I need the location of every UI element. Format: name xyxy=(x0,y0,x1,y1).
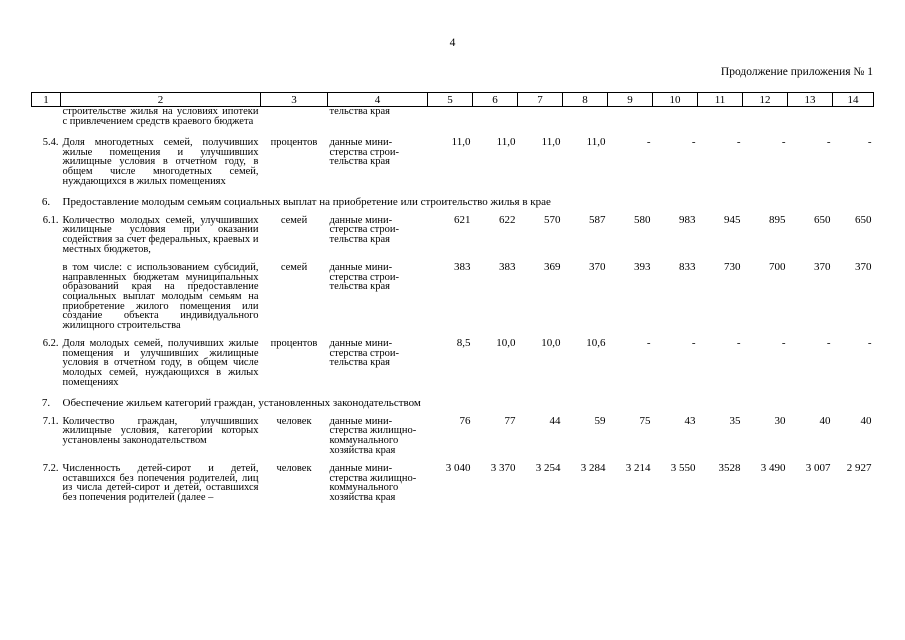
year-value: 370 xyxy=(855,261,872,274)
row-number: 6.1. xyxy=(42,214,59,226)
year-value: 10,6 xyxy=(586,337,606,350)
year-value: 75 xyxy=(639,414,651,427)
year-value: 370 xyxy=(589,261,606,274)
row-number: 7.1. xyxy=(42,415,59,427)
year-value: 383 xyxy=(499,261,516,274)
section-title: Предоставление молодым семьям социальных выплат на приобретение или строительство жилья в крае xyxy=(62,196,551,209)
year-value: - xyxy=(781,136,786,149)
indicator-row xyxy=(32,464,874,511)
year-value: 44 xyxy=(549,414,561,427)
year-value: 700 xyxy=(769,261,786,274)
section-row xyxy=(32,396,874,417)
indicator-row xyxy=(32,216,874,263)
year-value: 8,5 xyxy=(456,337,471,350)
column-header-13: 13 xyxy=(788,93,833,107)
year-value xyxy=(743,107,788,139)
indicators-table xyxy=(31,92,874,512)
indicator-name: строительстве жилья на условиях ипотеки с привлечением средств краевого бюджета xyxy=(62,106,259,127)
indicator-row xyxy=(32,107,874,139)
column-header-6: 6 xyxy=(473,93,518,107)
year-value: 3 284 xyxy=(580,462,606,475)
year-value: 369 xyxy=(544,261,561,274)
year-value: 77 xyxy=(504,414,516,427)
year-value: - xyxy=(826,136,831,149)
year-value: 983 xyxy=(679,213,696,226)
indicator-row xyxy=(32,417,874,464)
indicator-name: Количество граждан, улучшивших жилищные условия, категории которых установлены законодательством xyxy=(62,415,259,447)
year-value: 76 xyxy=(459,414,471,427)
indicator-row xyxy=(32,263,874,339)
year-value xyxy=(473,107,518,139)
unit xyxy=(261,107,328,139)
year-value: 3 040 xyxy=(445,462,471,475)
year-value: 650 xyxy=(855,213,872,226)
year-value: - xyxy=(867,136,872,149)
year-value: 35 xyxy=(729,414,741,427)
year-value: - xyxy=(691,136,696,149)
year-value: 621 xyxy=(454,213,471,226)
year-value: - xyxy=(646,136,651,149)
row-number: 5.4. xyxy=(42,137,59,149)
year-value: 945 xyxy=(724,213,741,226)
column-header-7: 7 xyxy=(518,93,563,107)
indicator-name: Численность детей-сирот и детей, оставшихся без попечения родителей, лиц из числа детей-сирот и детей, оставшихся без попечения родителей (далее – xyxy=(62,463,259,503)
data-source: данные министерства строительства края xyxy=(329,137,400,168)
unit: семей xyxy=(280,262,308,274)
indicator-row xyxy=(32,138,874,195)
indicator-name: в том числе: с использованием субсидий, направленных бюджетам муниципальных образований края на предоставление социальных выплат молодым семьям на приобретение жилого помещения или создание объекта индивидуального жилищного строительства xyxy=(62,262,259,331)
year-value: 3 254 xyxy=(535,462,561,475)
year-value: 3 550 xyxy=(670,462,696,475)
year-value: 3 490 xyxy=(760,462,786,475)
year-value: - xyxy=(691,337,696,350)
year-value: 43 xyxy=(684,414,696,427)
year-value: - xyxy=(736,136,741,149)
data-source: данные министерства жилищно-коммунального хозяйства края xyxy=(329,463,417,503)
column-header-14: 14 xyxy=(833,93,874,107)
data-source: тельства края xyxy=(329,106,390,117)
year-value: 833 xyxy=(679,261,696,274)
continuation-label: Продолжение приложения № 1 xyxy=(720,66,873,78)
column-header-10: 10 xyxy=(653,93,698,107)
year-value xyxy=(698,107,743,139)
year-value xyxy=(518,107,563,139)
year-value: 730 xyxy=(724,261,741,274)
column-header-11: 11 xyxy=(698,93,743,107)
year-value: - xyxy=(781,337,786,350)
year-value: 580 xyxy=(634,213,651,226)
column-header-3: 3 xyxy=(261,93,328,107)
year-value xyxy=(833,107,874,139)
year-value: 393 xyxy=(634,261,651,274)
indicator-name: Доля молодых семей, получивших жилые помещения и улучшивших жилищные условия в отчетном году, в общем числе молодых семей, нуждающихся в жилых помещениях xyxy=(62,338,259,388)
data-source: данные министерства строительства края xyxy=(329,214,400,245)
year-value: 11,0 xyxy=(451,136,471,149)
year-value xyxy=(788,107,833,139)
year-value: 3 007 xyxy=(805,462,831,475)
year-value xyxy=(608,107,653,139)
year-value: 3528 xyxy=(718,462,741,475)
section-number: 6. xyxy=(41,196,51,209)
year-value: 10,0 xyxy=(496,337,516,350)
column-header-9: 9 xyxy=(608,93,653,107)
section-title: Обеспечение жильем категорий граждан, установленных законодательством xyxy=(62,397,421,410)
year-value: 895 xyxy=(769,213,786,226)
section-row xyxy=(32,195,874,216)
year-value: 40 xyxy=(860,414,872,427)
year-value xyxy=(653,107,698,139)
unit: процентов xyxy=(270,338,318,350)
unit: семей xyxy=(280,214,308,226)
column-header-12: 12 xyxy=(743,93,788,107)
unit: процентов xyxy=(270,137,318,149)
column-header-8: 8 xyxy=(563,93,608,107)
year-value: 587 xyxy=(589,213,606,226)
year-value: 3 370 xyxy=(490,462,516,475)
unit: человек xyxy=(276,463,312,475)
data-source: данные министерства жилищно-коммунального хозяйства края xyxy=(329,415,417,456)
data-source: данные министерства строительства края xyxy=(329,262,400,293)
row-number: 6.2. xyxy=(42,338,59,350)
year-value: 11,0 xyxy=(496,136,516,149)
year-value: 30 xyxy=(774,414,786,427)
year-value xyxy=(563,107,608,139)
year-value: - xyxy=(826,337,831,350)
year-value: 370 xyxy=(814,261,831,274)
page-number: 4 xyxy=(449,37,456,49)
indicator-name: Количество молодых семей, улучшивших жилищные условия при оказании содействия за счет федеральных, краевых и местных бюджетов, xyxy=(62,214,259,255)
column-header-1: 1 xyxy=(32,93,61,107)
year-value: 2 927 xyxy=(846,462,872,475)
section-number: 7. xyxy=(41,397,51,410)
unit: человек xyxy=(276,415,312,427)
data-source: данные министерства строительства края xyxy=(329,338,400,369)
year-value xyxy=(428,107,473,139)
year-value: 10,0 xyxy=(541,337,561,350)
indicator-name: Доля многодетных семей, получивших жилые помещения и улучшивших жилищные условия в отчетном году, в общем числе многодетных семей, нуждающихся в жилых помещениях xyxy=(62,137,259,187)
year-value: - xyxy=(867,337,872,350)
row-number: 7.2. xyxy=(42,463,59,475)
row-number xyxy=(32,107,61,139)
year-value: 650 xyxy=(814,213,831,226)
column-header-5: 5 xyxy=(428,93,473,107)
column-header-4: 4 xyxy=(328,93,428,107)
indicator-row xyxy=(32,339,874,396)
year-value: 40 xyxy=(819,414,831,427)
column-header-2: 2 xyxy=(61,93,261,107)
year-value: - xyxy=(736,337,741,350)
year-value: 570 xyxy=(544,213,561,226)
year-value: - xyxy=(646,337,651,350)
year-value: 11,0 xyxy=(541,136,561,149)
year-value: 59 xyxy=(594,414,606,427)
row-number xyxy=(32,263,61,339)
table-body xyxy=(32,107,874,512)
year-value: 622 xyxy=(499,213,516,226)
year-value: 3 214 xyxy=(625,462,651,475)
year-value: 11,0 xyxy=(586,136,606,149)
year-value: 383 xyxy=(454,261,471,274)
column-number-row xyxy=(32,93,874,107)
